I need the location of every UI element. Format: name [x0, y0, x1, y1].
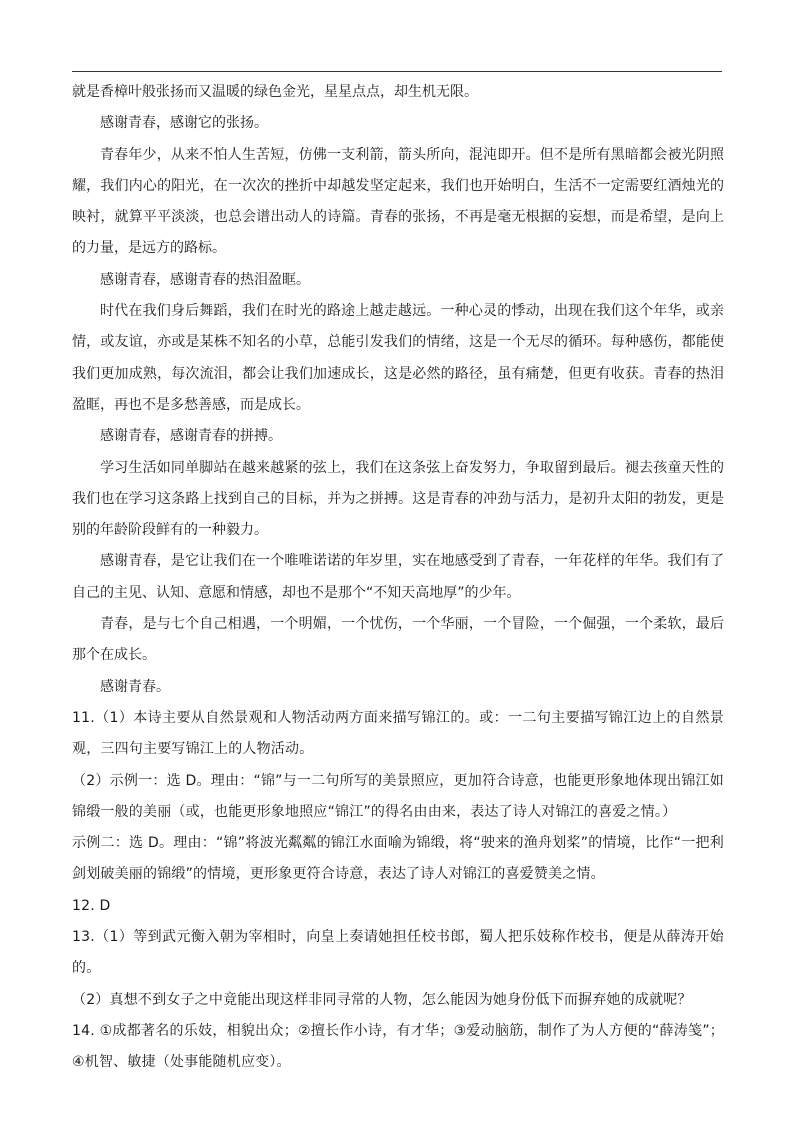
- essay-paragraph-3: 青春年少，从来不怕人生苦短，仿佛一支利箭，箭头所向，混沌即开。但不是所有黑暗都会被光阴照耀，我们内心的阳光，在一次次的挫折中却越发坚定起来，我们也开始明白，生活不一定需要红酒烛光的映衬，就算平平淡淡，也总会谱出动人的诗篇。青春的张扬，不再是毫无根据的妄想，而是希望，是向上的力量，是远方的路标。: [72, 146, 724, 257]
- answer-12: 12. D: [72, 897, 111, 914]
- header-rule: [72, 71, 722, 72]
- essay-paragraph-5: 时代在我们身后舞蹈，我们在时光的路途上越走越远。一种心灵的悸动，出现在我们这个年华，或亲情，或友谊，亦或是某株不知名的小草，总能引发我们的情绪，这是一个无尽的循环。每种感伤，都能使我们更加成熟，每次流泪，都会让我们加速成长，这是必然的路径，虽有痛楚，但更有收获。青春的热泪盈眶，再也不是多愁善感，而是成长。: [72, 303, 724, 413]
- essay-paragraph-2: 感谢青春，感谢它的张扬。: [100, 115, 268, 132]
- answer-11-part-2-example-1: （2）示例一：选 D。理由：“锦”与一二句所写的美景照应，更加符合诗意，也能更形象地体现出锦江如锦缎一般的美丽（或，也能更形象地照应“锦江”的得名由由来，表达了诗人对锦江的喜爱之情。）: [72, 772, 724, 820]
- page-content: [72, 77, 724, 1079]
- essay-paragraph-7: 学习生活如同单脚站在越来越紧的弦上，我们在这条弦上奋发努力，争取留到最后。褪去孩童天性的我们也在学习这条路上找到自己的目标，并为之拼搏。这是青春的冲劲与活力，是初升太阳的勃发，更是别的年龄阶段鲜有的一种毅力。: [72, 459, 724, 539]
- answer-13-part-2: （2）真想不到女子之中竟能出现这样非同寻常的人物，怎么能因为她身份低下而摒弃她的成就呢？: [72, 991, 692, 1008]
- essay-paragraph-9: 青春，是与七个自己相遇，一个明媚，一个忧伤，一个华丽，一个冒险，一个倔强，一个柔软，最后那个在成长。: [72, 616, 724, 664]
- essay-paragraph-1: 就是香樟叶般张扬而又温暖的绿色金光，星星点点，却生机无限。: [72, 84, 478, 100]
- essay-paragraph-10: 感谢青春。: [100, 678, 170, 695]
- answer-11-part-2-example-2: 示例二：选 D。理由：“锦”将波光粼粼的锦江水面喻为锦缎，将“驶来的渔舟划桨”的情境，比作“一把利剑划破美丽的锦缎”的情境，更形象更符合诗意，表达了诗人对锦江的喜爱赞美之情。: [72, 835, 724, 883]
- answer-13-part-1: 13.（1）等到武元衡入朝为宰相时，向皇上奏请她担任校书郎，蜀人把乐妓称作校书，便是从薛涛开始的。: [72, 929, 724, 977]
- essay-paragraph-6: 感谢青春，感谢青春的拼搏。: [100, 428, 282, 445]
- answer-11-part-1: 11.（1）本诗主要从自然景观和人物活动两方面来描写锦江的。或：一二句主要描写锦江边上的自然景观，三四句主要写锦江上的人物活动。: [72, 709, 724, 758]
- answer-14: 14. ①成都著名的乐妓，相貌出众；②擅长作小诗，有才华；③爱动脑筋，制作了为人方便的“薛涛笺”；④机智、敏捷（处事能随机应变）。: [72, 1022, 724, 1071]
- essay-paragraph-4: 感谢青春，感谢青春的热泪盈眶。: [100, 271, 310, 288]
- essay-paragraph-8: 感谢青春，是它让我们在一个唯唯诺诺的年岁里，实在地感受到了青春，一年花样的年华。我们有了自己的主见、认知、意愿和情感，却也不是那个“不知天高地厚”的少年。: [72, 553, 724, 601]
